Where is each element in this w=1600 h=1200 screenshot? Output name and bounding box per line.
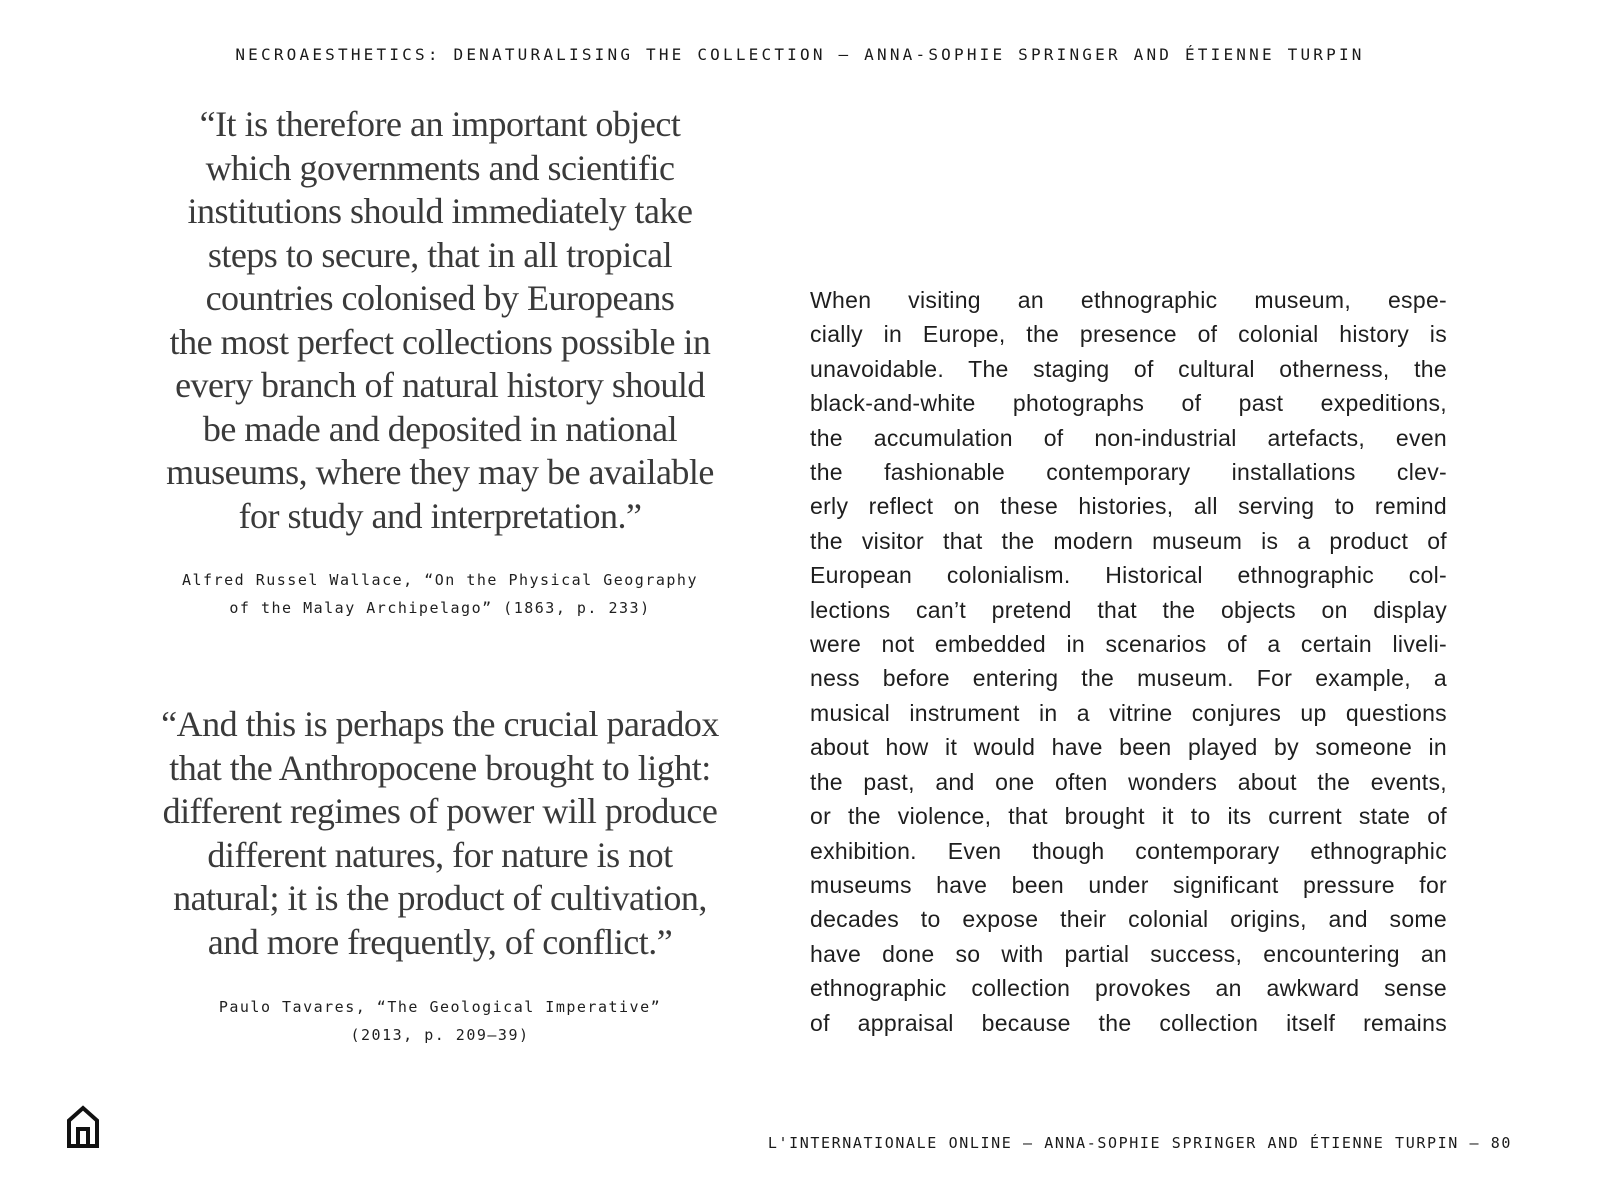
text-line: When visiting an ethnographic museum, espe- [810,287,1447,313]
text-line: of the Malay Archipelago” (1863, p. 233) [229,599,651,617]
header-title: NECROAESTHETICS: DENATURALISING THE COLLECTION – ANNA-SOPHIE SPRINGER AND ÉTIENNE TURPIN [235,45,1365,64]
text-line: museums, where they may be available [166,452,714,492]
text-line: and more frequently, of conflict.” [207,921,673,962]
text-line: the accumulation of non-industrial artefacts, even [810,424,1447,451]
text-line: black-and-white photographs of past expeditions, [810,390,1447,417]
text-line: Alfred Russel Wallace, “On the Physical Geography [181,571,698,589]
text-line: the fashionable contemporary installations clev- [810,459,1447,486]
text-line: which governments and scientific [205,147,675,188]
text-line: different regimes of power will produce [162,791,718,831]
text-line: ness before entering the museum. For example, a [810,665,1447,692]
text-line: “It is therefore an important object [199,104,681,144]
text-line: “And this is perhaps the crucial paradox [161,704,719,744]
text-line: cially in Europe, the presence of colonial history is [810,321,1447,348]
text-line: for study and interpretation.” [238,495,642,536]
pull-quote-wallace [100,103,780,538]
text-line: decades to expose their colonial origins, and some [810,906,1447,933]
text-line: lections can’t pretend that the objects on display [810,596,1447,623]
text-line: have done so with partial success, encountering an [810,940,1447,967]
text-line: unavoidable. The staging of cultural otherness, the [810,355,1447,382]
text-line: museums have been under significant pressure for [810,871,1447,898]
page-header [0,45,1600,64]
text-line: musical instrument in a vitrine conjures up questions [810,699,1447,726]
text-line: of appraisal because the collection itself remains [810,1009,1447,1036]
text-line: the past, and one often wonders about the events, [810,768,1447,795]
text-line: European colonialism. Historical ethnographic col- [810,562,1447,589]
text-line: natural; it is the product of cultivation, [173,878,707,918]
text-line: Paulo Tavares, “The Geological Imperative” [218,998,662,1016]
footer-running-title: L'INTERNATIONALE ONLINE – ANNA-SOPHIE SPRINGER AND ÉTIENNE TURPIN – 80 [767,1134,1512,1152]
text-line: the visitor that the modern museum is a product of [810,527,1447,554]
home-button[interactable] [64,1104,102,1150]
text-line: institutions should immediately take [187,191,693,231]
text-line: be made and deposited in national [202,408,678,449]
text-line: steps to secure, that in all tropical [207,234,673,275]
text-line: (2013, p. 209–39) [350,1026,530,1044]
text-line: were not embedded in scenarios of a certain liveli- [810,631,1447,658]
text-line: the most perfect collections possible in [169,321,711,362]
quote-attribution-tavares [100,993,780,1049]
text-line: erly reflect on these histories, all serving to remind [810,493,1447,520]
text-line: exhibition. Even though contemporary ethnographic [810,837,1447,864]
text-line: about how it would have been played by someone in [810,734,1447,761]
pull-quote-tavares [100,703,780,964]
text-line: countries colonised by Europeans [205,278,675,318]
text-line: or the violence, that brought it to its current state of [810,803,1447,830]
text-line: that the Anthropocene brought to light: [169,747,711,788]
quote-attribution-wallace [100,566,780,622]
text-line: ethnographic collection provokes an awkward sense [810,975,1447,1002]
article-body-text [810,283,1447,1040]
text-line: different natures, for nature is not [207,834,673,875]
home-icon [64,1104,102,1150]
text-line: every branch of natural history should [175,365,705,405]
